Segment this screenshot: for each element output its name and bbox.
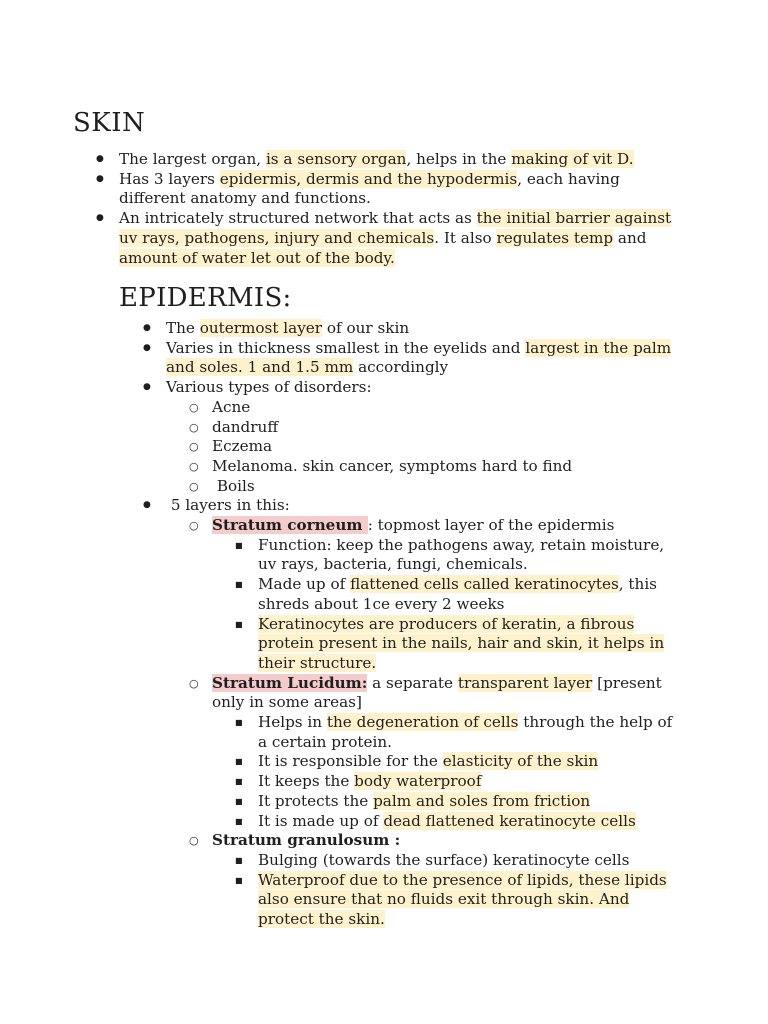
list-item: ● Various types of disorders: ○ Acne ○ dandruff ○ Eczema ○ Melanoma. skin cancer, symptoms hard to find ○ Boils xyxy=(166,378,682,496)
list-item: ● An intricately structured network that acts as the initial barrier against uv rays, pathogens, injury and chemicals. It also regulates temp and amount of water let out of the body. xyxy=(119,209,679,268)
highlight: elasticity of the skin xyxy=(442,752,599,771)
list-item: ● Has 3 layers epidermis, dermis and the hypodermis, each having different anatomy and functions. xyxy=(119,170,679,209)
highlight: the degeneration of cells xyxy=(326,713,519,732)
highlight: epidermis, dermis and the hypodermis xyxy=(219,169,518,188)
layers-list xyxy=(212,516,682,930)
highlight: making of vit D. xyxy=(511,150,634,168)
highlight: the initial barrier against uv rays, pathogens, injury and chemicals xyxy=(119,209,672,247)
highlight: amount of water let out of the body. xyxy=(119,248,395,267)
list-item: ● 5 layers in this: ○ Stratum corneum : topmost layer of the epidermis ■ Function: keep the pathogens away, retain moisture, uv rays, bacteria, fungi, chemicals. ■ Made up of flattened cells called keratinocytes, this shreds about 1ce every 2 weeks ■ Keratinocytes are producers of keratin, a fibrous protein present in the nails, hair and skin, it helps in their structure. ○ Stratum Lucidum: a separate transparent layer [present only in some areas] ■ Helps in the degeneration of cells through the help of a certain protein. ■ It is responsible for the elasticity of the skin ■ It keeps the body waterproof ■ It protects the palm and soles from friction ■ It is made up of dead flattened keratinocyte cells ○ Stratum granulosum : ■ Bulging (towards the surface) keratinocyte cells ■ Waterproof due to the presence of lipids, these lipids also ensure that no fluids exit through skin. And protect the skin. xyxy=(166,496,682,929)
list-item: ■ Helps in the degeneration of cells through the help of a certain protein. xyxy=(258,713,682,752)
highlight: flattened cells called keratinocytes xyxy=(350,575,619,594)
highlight: body waterproof xyxy=(354,772,482,791)
page-title: SKIN xyxy=(73,108,146,138)
list-item: ○ Melanoma. skin cancer, symptoms hard to find xyxy=(212,457,682,477)
corneum-points xyxy=(258,536,682,674)
list-item: ● Varies in thickness smallest in the eyelids and largest in the palm and soles. 1 and 1.5 mm accordingly xyxy=(166,339,682,378)
list-item: ■ It is responsible for the elasticity of the skin xyxy=(258,752,682,772)
list-item: ● The outermost layer of our skin xyxy=(166,319,682,339)
highlight: outermost layer xyxy=(199,319,323,337)
highlight: is a sensory organ xyxy=(265,150,407,168)
list-item: ■ Made up of flattened cells called keratinocytes, this shreds about 1ce every 2 weeks xyxy=(258,575,682,614)
list-item: ■ It protects the palm and soles from friction xyxy=(258,792,682,812)
layer-stratum-granulosum xyxy=(212,831,682,930)
list-item xyxy=(258,871,682,930)
section-heading-epidermis: EPIDERMIS: xyxy=(119,283,292,313)
list-item: ○ Boils xyxy=(212,477,682,497)
list-item: ● The largest organ, is a sensory organ, helps in the making of vit D. xyxy=(119,150,679,170)
granulosum-points xyxy=(258,851,682,930)
highlight: Waterproof due to the presence of lipids, these lipids also ensure that no fluids exit through skin. And protect the skin. xyxy=(258,870,667,929)
list-item xyxy=(258,615,682,674)
highlight: largest in the palm and soles. 1 and 1.5 mm xyxy=(166,338,672,377)
highlight: transparent layer xyxy=(457,673,593,692)
list-item: ○ Eczema xyxy=(212,437,682,457)
layer-stratum-corneum: ○ Stratum corneum : topmost layer of the epidermis ■ Function: keep the pathogens away, retain moisture, uv rays, bacteria, fungi, chemicals. ■ Made up of flattened cells called keratinocytes, this shreds about 1ce every 2 weeks ■ Keratinocytes are producers of keratin, a fibrous protein present in the nails, hair and skin, it helps in their structure. xyxy=(212,516,682,674)
highlight: Keratinocytes are producers of keratin, a fibrous protein present in the nails, hair and skin, it helps in their structure. xyxy=(258,614,665,672)
disorders-list xyxy=(212,398,682,497)
list-item: ○ Acne xyxy=(212,398,682,418)
layer-stratum-lucidum: ○ Stratum Lucidum: a separate transparent layer [present only in some areas] ■ Helps in the degeneration of cells through the help of a certain protein. ■ It is responsible for the elasticity of the skin ■ It keeps the body waterproof ■ It protects the palm and soles from friction ■ It is made up of dead flattened keratinocyte cells xyxy=(212,674,682,832)
highlight: dead flattened keratinocyte cells xyxy=(383,811,636,830)
skin-bullet-list xyxy=(119,150,679,268)
layer-name: Stratum Lucidum: xyxy=(212,673,368,692)
list-item: ■ It is made up of dead flattened keratinocyte cells xyxy=(258,812,682,832)
layer-name: Stratum granulosum : xyxy=(212,831,401,850)
list-item: ○ dandruff xyxy=(212,418,682,438)
highlight: palm and soles from friction xyxy=(373,791,591,810)
highlight: regulates temp xyxy=(496,228,614,247)
lucidum-points xyxy=(258,713,682,831)
list-item: ■ It keeps the body waterproof xyxy=(258,772,682,792)
layer-name: Stratum corneum xyxy=(212,516,368,535)
list-item: ■ Function: keep the pathogens away, retain moisture, uv rays, bacteria, fungi, chemicals. xyxy=(258,536,682,575)
list-item: ■ Bulging (towards the surface) keratinocyte cells xyxy=(258,851,682,871)
epidermis-bullet-list xyxy=(166,319,682,930)
